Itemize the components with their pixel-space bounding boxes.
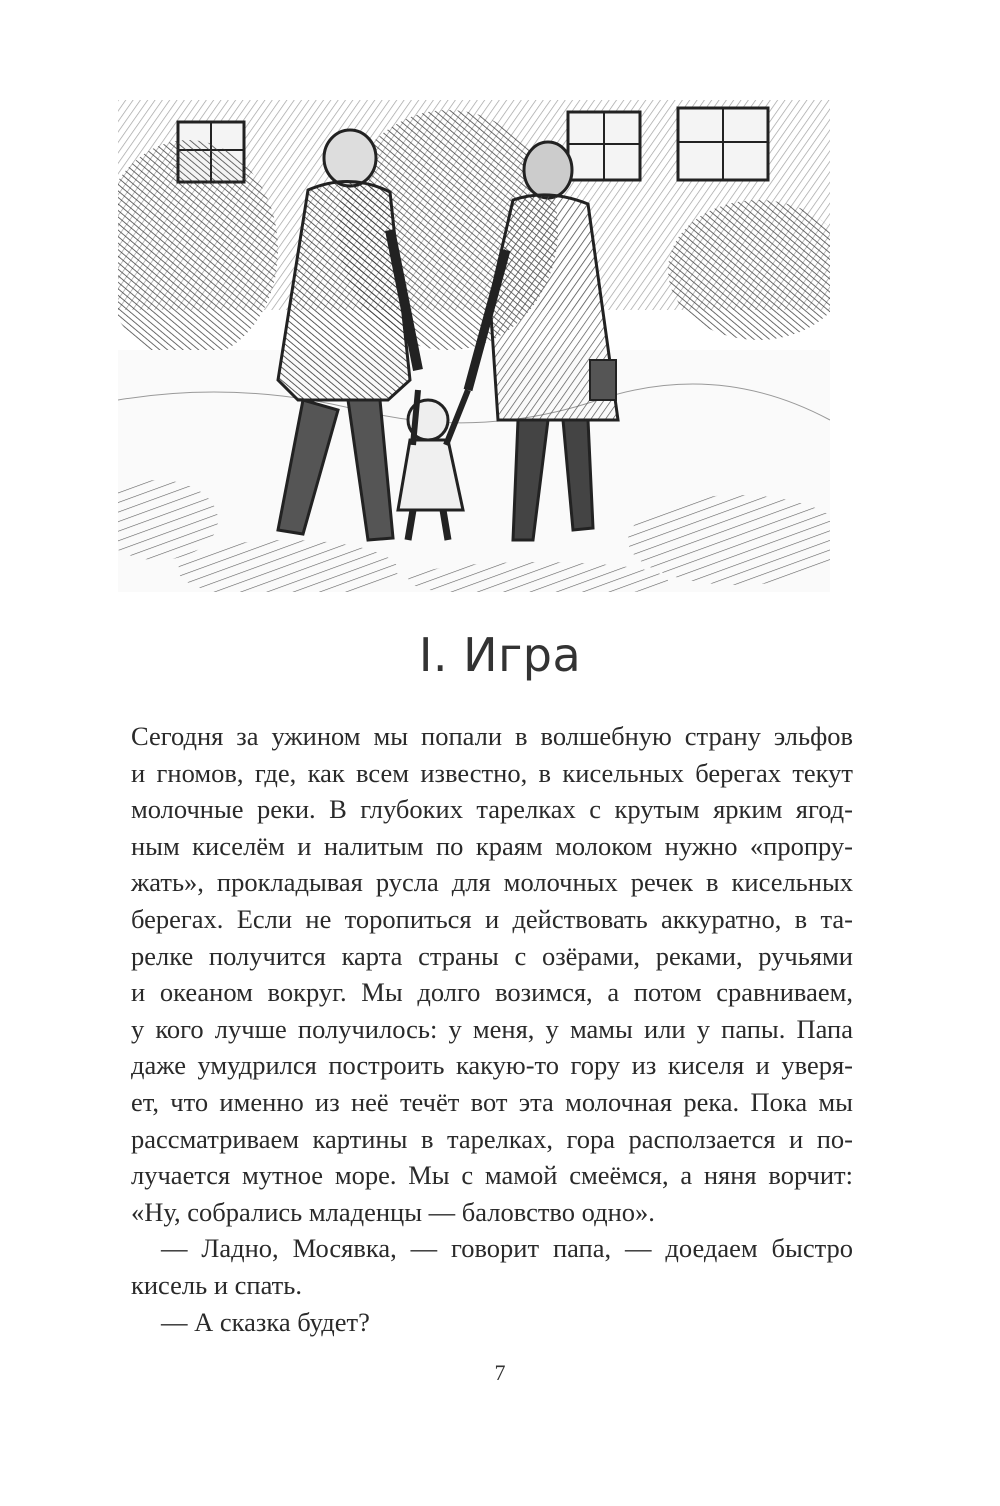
text-line: ным киселём и налитым по краям молоком нужно «пропру-: [131, 830, 853, 861]
text-line: даже умудрился построить какую-то гору из киселя и уверя-: [131, 1050, 853, 1081]
text-line: ет, что именно из неё течёт вот эта молочная река. Пока мы: [131, 1086, 853, 1117]
text-line: берегах. Если не торопиться и действовать аккуратно, в та-: [131, 903, 853, 934]
text-line: и океаном вокруг. Мы долго возимся, а потом сравниваем,: [131, 977, 853, 1008]
text-line: «Ну, собрались младенцы — баловство одно».: [131, 1196, 655, 1227]
illustration: [118, 100, 830, 592]
paragraph: [131, 718, 853, 1230]
text-line: молочные реки. В глубоких тарелках с крутым ярким ягод-: [131, 794, 853, 825]
text-line: жать», прокладывая русла для молочных речек в кисельных: [131, 867, 853, 898]
paragraph: [131, 1304, 853, 1341]
text-line: Сегодня за ужином мы попали в волшебную страну эльфов: [131, 721, 853, 751]
text-line: и гномов, где, как всем известно, в кисельных берегах текут: [131, 757, 853, 788]
paragraph: [131, 1230, 853, 1303]
page-number: 7: [494, 1360, 506, 1385]
text-line: релке получится карта страны с озёрами, реками, ручьями: [131, 940, 853, 971]
body-text: [131, 718, 853, 1340]
text-line: рассматриваем картины в тарелках, гора расползается и по-: [131, 1123, 853, 1154]
text-line: — Ладно, Мосявка, — говорит папа, — доедаем быстро: [161, 1233, 853, 1264]
text-line: кисель и спать.: [131, 1269, 302, 1300]
text-line: лучается мутное море. Мы с мамой смеёмся, а няня ворчит:: [131, 1160, 853, 1191]
family-walk-sketch-icon: [118, 100, 830, 592]
text-line: — А сказка будет?: [161, 1306, 370, 1337]
chapter-title: I. Игра: [418, 628, 582, 682]
text-line: у кого лучше получилось: у меня, у мамы или у папы. Папа: [131, 1013, 853, 1044]
